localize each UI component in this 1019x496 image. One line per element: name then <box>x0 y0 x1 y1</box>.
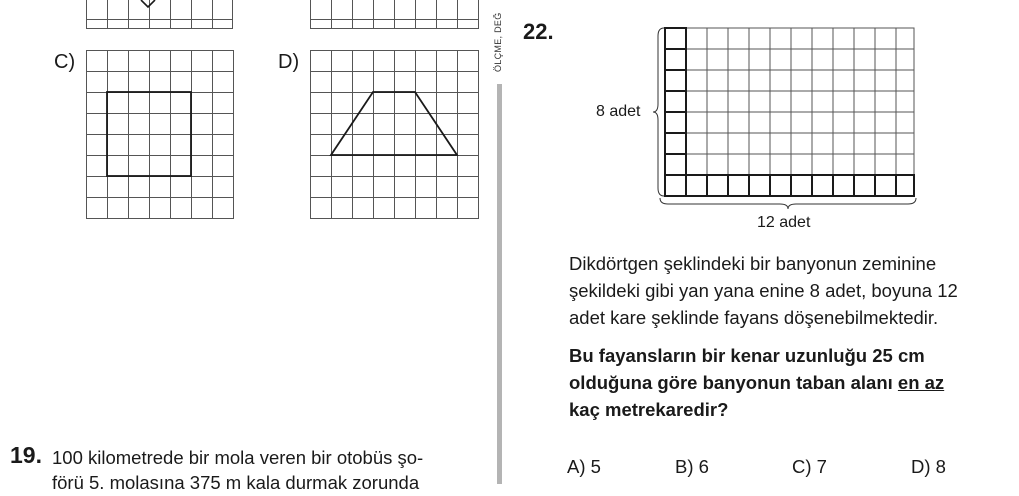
question-22-number: 22. <box>523 19 554 44</box>
question-22-prompt-line3: kaç metrekaredir? <box>569 399 729 420</box>
side-section-label: ÖLÇME, DEĞ <box>493 12 503 72</box>
question-22-text-line1: Dikdörtgen şeklindeki bir banyonun zeminine <box>569 253 937 274</box>
option-d-trapezoid-shape <box>310 50 479 219</box>
answer-b[interactable]: B) 6 <box>675 456 709 477</box>
prompt-line2-text: olduğuna göre banyonun taban alanı <box>569 372 898 393</box>
column-divider <box>497 84 502 484</box>
answer-a[interactable]: A) 5 <box>567 456 601 477</box>
shape-top-left-partial <box>86 0 233 29</box>
answer-d[interactable]: D) 8 <box>911 456 946 477</box>
question-22-text-line3: adet kare şeklinde fayans döşenebilmektedir. <box>569 307 939 328</box>
tile-floor-figure <box>640 20 925 220</box>
question-22-prompt-line1: Bu fayansların bir kenar uzunluğu 25 cm <box>569 345 925 366</box>
question-19-number: 19. <box>10 442 42 468</box>
prompt-emphasis-underlined: en az <box>897 372 945 393</box>
question-22-prompt-line2 <box>569 369 944 396</box>
question-19-line2: förü 5. molasına 375 m kala durmak zorunda <box>52 472 420 493</box>
grid-top-right-partial <box>310 0 479 29</box>
option-c-square-shape <box>86 50 234 219</box>
cols-count-label: 12 adet <box>757 214 811 231</box>
answer-c[interactable]: C) 7 <box>792 456 827 477</box>
question-22-text-line2: şekildeki gibi yan yana enine 8 adet, boyuna 12 <box>569 280 958 301</box>
question-19-line1: 100 kilometrede bir mola veren bir otobüs şo- <box>52 447 424 468</box>
rows-count-label: 8 adet <box>596 103 641 120</box>
option-d-letter[interactable]: D) <box>278 51 300 73</box>
option-c-letter[interactable]: C) <box>54 51 76 73</box>
